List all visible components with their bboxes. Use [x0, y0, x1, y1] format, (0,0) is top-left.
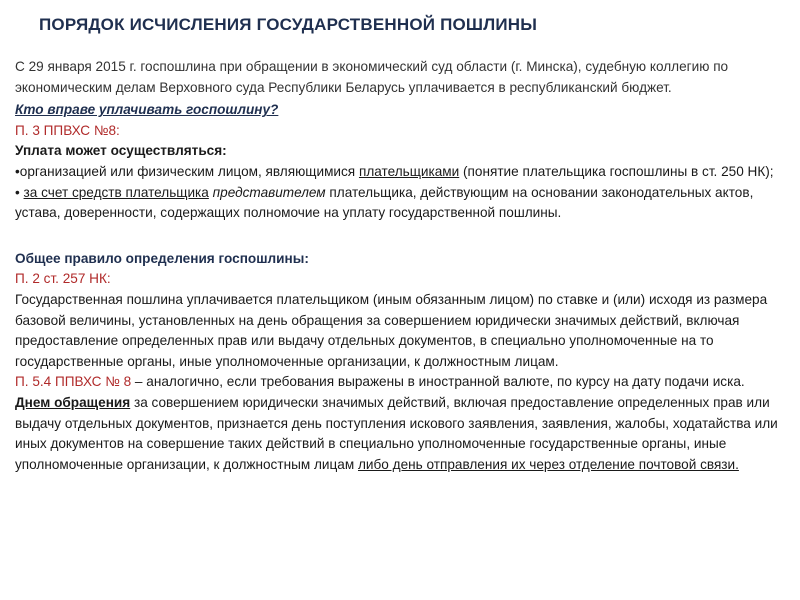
bullet-text: плательщика, действующим на основании законодательных актов, устава, доверенности, содержащих полномочие на уплату государственной пошлины.	[15, 184, 754, 221]
reference-ppvhs-3: П. 3 ППВХС №8:	[15, 122, 120, 138]
bullet-representative	[15, 183, 787, 224]
postal-dispatch-clause: либо день отправления их через отделение почтовой связи.	[357, 456, 739, 472]
bullet-payer	[15, 162, 787, 183]
page-title: ПОРЯДОК ИСЧИСЛЕНИЯ ГОСУДАРСТВЕННОЙ ПОШЛИНЫ	[39, 15, 538, 34]
payment-heading: Уплата может осуществляться:	[15, 143, 227, 159]
reference-nk-257: П. 2 ст. 257 НК:	[15, 271, 111, 287]
payers-term-link[interactable]: плательщиками	[358, 163, 460, 179]
question-heading: Кто вправе уплачивать госпошлину?	[15, 102, 279, 118]
bullet-text: организацией или физическим лицом, являющимися	[19, 163, 359, 179]
filing-day-text: за совершением юридически значимых действий, включая предоставление определенных прав или выдачу отдельных документов, признается день поступления искового заявления, заявления, жалобы, ходатайства или иных документов на совершение таких действий в специально уполномоченные государственные органы, иные уполномоченные организации, к должностным лицам	[15, 394, 778, 472]
reference-ppvhs-5-4: П. 5.4 ППВХС № 8	[15, 374, 132, 390]
spacer	[15, 224, 787, 249]
representative-term: представителем	[212, 184, 326, 200]
bullet-marker: •	[15, 163, 20, 179]
filing-day-paragraph	[15, 393, 787, 475]
slide-content	[15, 57, 787, 475]
general-rule-heading: Общее правило определения госпошлины:	[15, 250, 309, 266]
reference-text: – аналогично, если требования выражены в иностранной валюте, по курсу на дату подачи иска.	[131, 374, 745, 390]
reference-ppvhs-5-4-paragraph	[15, 372, 787, 393]
payer-funds-link[interactable]: за счет средств плательщика	[23, 184, 209, 200]
bullet-text: (понятие плательщика госпошлины в ст. 250 НК);	[459, 163, 774, 179]
general-rule-text: Государственная пошлина уплачивается плательщиком (иным обязанным лицом) по ставке и (или) исходя из размера базовой величины, установленных на день обращения за совершением юридически значимых действий, включая предоставление определенных прав или выдачу отдельных документов, в специально уполномоченные на то государственные органы, иные уполномоченные организации, к должностным лицам.	[15, 291, 768, 369]
intro-paragraph: С 29 января 2015 г. госпошлина при обращении в экономический суд области (г. Минска), судебную коллегию по экономическим делам Верховного суда Республики Беларусь уплачивается в республиканский бюджет.	[15, 59, 729, 95]
filing-day-term: Днем обращения	[15, 394, 131, 410]
bullet-marker: •	[15, 184, 20, 200]
